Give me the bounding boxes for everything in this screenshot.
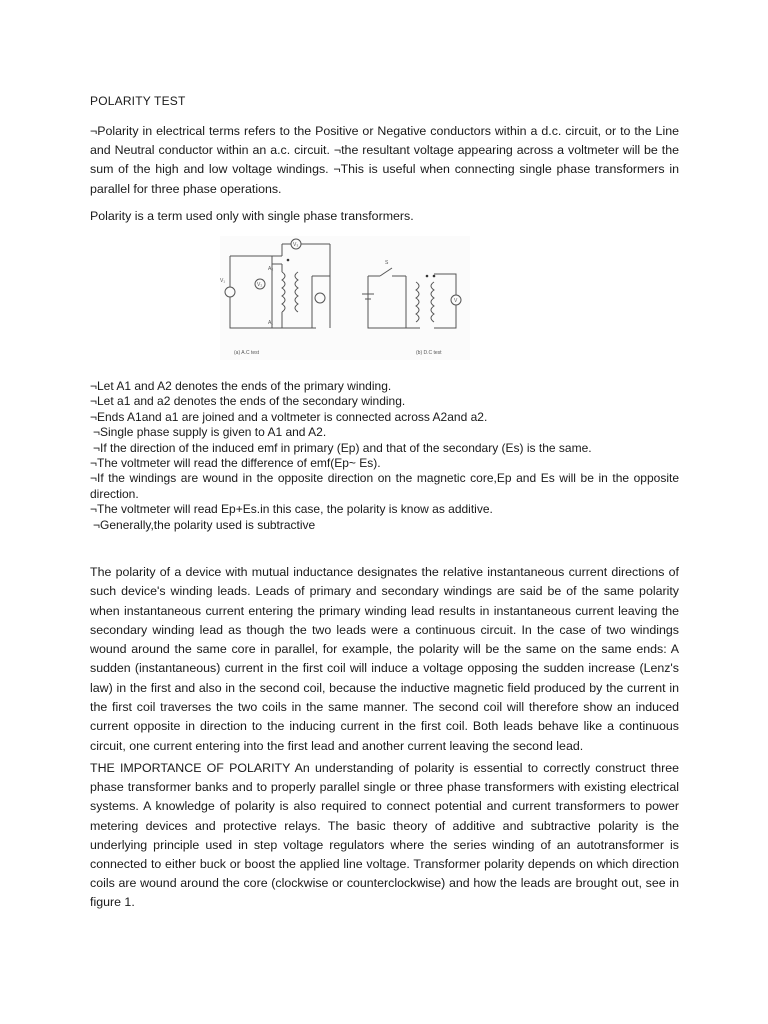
page-title: POLARITY TEST [90,94,186,108]
label-v2: V₂ [257,282,263,288]
label-a1: A₁ [268,320,274,326]
paragraph-single-phase: Polarity is a term used only with single phase transformers. [90,208,414,223]
list-item: ¬If the windings are wound in the opposite direction on the magnetic core,Ep and Es will be in the opposite direction. [90,471,679,501]
label-s: S [385,260,389,266]
paragraph-importance: THE IMPORTANCE OF POLARITY An understanding of polarity is essential to correctly construct three phase transformer banks and to properly parallel single or three phase transformers with existing electrical systems. A knowledge of polarity is also required to connect potential and current transformers to power metering devices and protective relays. The basic theory of additive and subtractive polarity is the underlying principle used in step voltage regulators where the series winding of an autotransformer is connected to either buck or boost the applied line voltage. Transformer polarity depends on which direction coils are wound around the core (clockwise or counterclockwise) and how the leads are brought out, see in figure 1. [90,761,679,910]
list-item: ¬The voltmeter will read the difference of emf(Ep~ Es). [90,456,381,471]
list-item: ¬Let a1 and a2 denotes the ends of the secondary winding. [90,394,406,409]
label-v1: V₁ [220,278,226,284]
bullet-list [90,379,679,533]
section-mutual-inductance [90,563,679,756]
list-item: ¬Let A1 and A2 denotes the ends of the primary winding. [90,379,392,393]
list-item: ¬Generally,the polarity used is subtractive [93,517,316,532]
label-v3: V₃ [293,242,299,248]
caption-ac-test: (a) A.C test [234,350,260,356]
paragraph-mutual-inductance: The polarity of a device with mutual inductance designates the relative instantaneous current directions of such device's winding leads. Leads of primary and secondary windings are said be of the same polarity when instantaneous current entering the primary winding lead results in instantaneous current leaving the secondary winding lead as though the two leads were a continuous circuit. In the case of two windings wound around the same core in parallel, for example, the polarity will be the same on the same ends: A sudden (instantaneous) current in the first coil will induce a voltage opposing the sudden increase (Lenz's law) in the first and also in the second coil, because the inductive magnetic field produced by the current in the first coil traverses the two coils in the same manner. The second coil will therefore show an induced current opposite in direction to the inducing current in the first coil. Both leads behave like a continuous circuit, one current entering into the first lead and another current leaving the second lead. [90,565,679,753]
label-v: V [454,298,458,304]
list-item: ¬Ends A1and a1 are joined and a voltmeter is connected across A2and a2. [90,409,488,424]
caption-dc-test: (b) D.C test [416,350,442,356]
document-page [90,94,679,226]
section-importance [90,759,679,913]
paragraph-intro: ¬Polarity in electrical terms refers to the Positive or Negative conductors within a d.c. circuit, or to the Line and Neutral conductor within an a.c. circuit. ¬the resultant voltage appearing across a voltmeter will be the sum of the high and low voltage windings. ¬This is useful when connecting single phase transformers in parallel for three phase operations. [90,124,679,196]
list-item: ¬The voltmeter will read Ep+Es.in this case, the polarity is know as additive. [90,502,493,517]
label-a2: A₂ [268,266,274,272]
list-item: ¬Single phase supply is given to A1 and A2. [93,425,327,440]
list-item: ¬If the direction of the induced emf in primary (Ep) and that of the secondary (Es) is the same. [93,440,592,455]
polarity-test-figure [220,236,470,360]
